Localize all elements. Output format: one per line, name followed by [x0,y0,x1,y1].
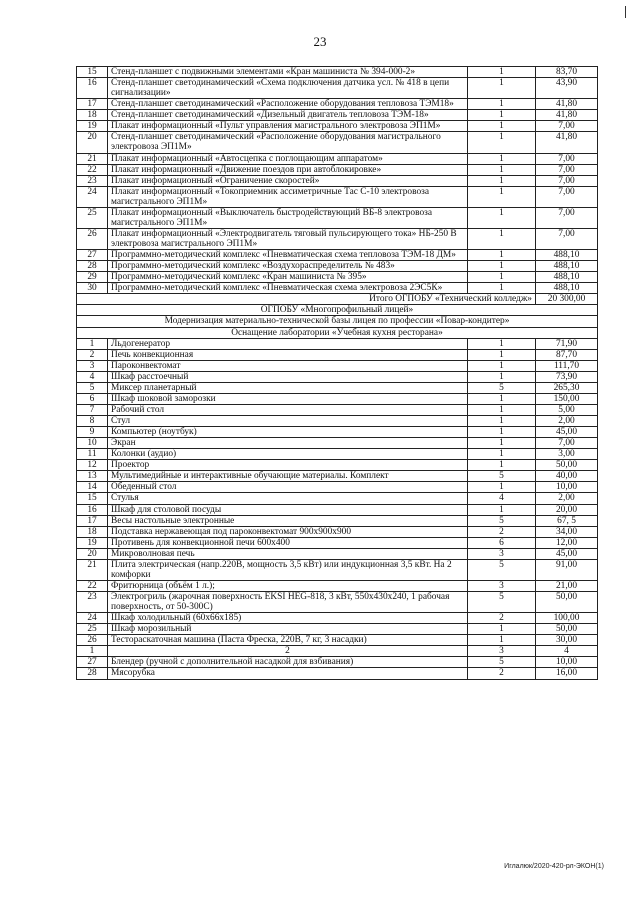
row-quantity: 1 [468,416,536,427]
row-description: Плакат информационный «Движение поездов при автоблокировке» [108,164,468,175]
row-quantity: 6 [468,537,536,548]
table-row [77,382,598,393]
row-quantity: 1 [468,283,536,294]
table-row [77,153,598,164]
row-number: 19 [77,537,108,548]
row-price: 7,00 [536,186,598,207]
row-price: 2,00 [536,416,598,427]
row-number: 18 [77,110,108,121]
row-number: 18 [77,526,108,537]
table-row [77,272,598,283]
row-number: 28 [77,668,108,679]
row-description: Весы настольные электронные [108,515,468,526]
row-price: 50,00 [536,460,598,471]
row-number: 26 [77,228,108,249]
lab-header: Оснащение лаборатории «Учебная кухня ресторана» [77,327,598,338]
row-description: Тестораскаточная машина (Паста Фреска, 220В, 7 кг, 3 насадки) [108,635,468,646]
row-number: 19 [77,121,108,132]
total-label: Итого ОГПОБУ «Технический колледж» [77,294,536,305]
row-number: 17 [77,99,108,110]
table-row [77,404,598,415]
row-description: Микроволновая печь [108,548,468,559]
table-row [77,78,598,99]
footer-code: Иглалюк/2020-420-рл-ЭКОН(1) [504,863,604,870]
row-price: 488,10 [536,261,598,272]
row-number: 21 [77,559,108,580]
row-number: 25 [77,624,108,635]
row-quantity: 1 [468,228,536,249]
row-number: 15 [77,493,108,504]
row-quantity: 1 [468,371,536,382]
table-row [77,427,598,438]
row-price: 7,00 [536,207,598,228]
table-row [77,371,598,382]
table-row [77,471,598,482]
equipment-table [76,66,598,680]
row-quantity: 1 [468,132,536,153]
table-row [77,592,598,613]
table-row [77,228,598,249]
total-value: 20 300,00 [536,294,598,305]
row-description: Подставка нержавеющая под пароконвектомат 900x900x900 [108,526,468,537]
table-row [77,537,598,548]
row-quantity: 1 [468,338,536,349]
table-row [77,393,598,404]
row-description: Программно-методический комплекс «Пневматическая схема тепловоза ТЭМ-18 ДМ» [108,250,468,261]
row-price: 7,00 [536,121,598,132]
row-quantity: 1 [468,504,536,515]
row-number: 20 [77,132,108,153]
row-description: Печь конвекционная [108,349,468,360]
row-quantity: 1 [468,349,536,360]
row-number: 12 [77,460,108,471]
row-description: Стул [108,416,468,427]
row-quantity: 3 [468,548,536,559]
row-number: 1 [77,338,108,349]
row-description: Шкаф морозильный [108,624,468,635]
row-price: 20,00 [536,504,598,515]
row-description: Фритюрница (объём 1 л.); [108,580,468,591]
org-header-row [77,305,598,316]
row-number: 29 [77,272,108,283]
table-row [77,493,598,504]
table-row [77,67,598,78]
column-index-2: 2 [108,646,468,657]
table-row [77,349,598,360]
row-number: 8 [77,416,108,427]
row-quantity: 1 [468,438,536,449]
row-description: Плита электрическая (напр.220В, мощность 3,5 кВт) или индукционная 3,5 кВт. На 2 комфорки [108,559,468,580]
row-description: Плакат информационный «Токоприемник ассиметричные Тас С-10 электровоза магистрального ЭП1М» [108,186,468,207]
page-number: 23 [313,34,327,49]
row-quantity: 1 [468,175,536,186]
table-row [77,526,598,537]
row-description: Шкаф расстоечный [108,371,468,382]
row-description: Блендер (ручной с дополнительной насадкой для взбивания) [108,657,468,668]
row-description: Программно-методический комплекс «Пневматическая схема электровоза 2ЭС5К» [108,283,468,294]
row-quantity: 1 [468,261,536,272]
row-price: 34,00 [536,526,598,537]
row-price: 21,00 [536,580,598,591]
row-price: 73,90 [536,371,598,382]
row-number: 3 [77,360,108,371]
row-price: 45,00 [536,548,598,559]
row-quantity: 2 [468,668,536,679]
row-number: 24 [77,186,108,207]
table-row [77,416,598,427]
row-quantity: 2 [468,613,536,624]
row-price: 41,80 [536,110,598,121]
row-quantity: 1 [468,78,536,99]
table-row [77,175,598,186]
table-row [77,635,598,646]
column-index-row [77,646,598,657]
table-row [77,99,598,110]
row-description: Противень для конвекционной печи 600x400 [108,537,468,548]
row-number: 17 [77,515,108,526]
row-price: 7,00 [536,153,598,164]
row-description: Экран [108,438,468,449]
total-row [77,294,598,305]
table-row [77,580,598,591]
row-description: Стенд-планшет светодинамический «Расположение оборудования тепловоза ТЭМ18» [108,99,468,110]
table-row [77,504,598,515]
row-description: Мясорубка [108,668,468,679]
row-price: 30,00 [536,635,598,646]
row-number: 7 [77,404,108,415]
row-description: Плакат информационный «Автосцепка с поглощающим аппаратом» [108,153,468,164]
row-description: Проектор [108,460,468,471]
table-row [77,548,598,559]
row-number: 22 [77,580,108,591]
row-description: Шкаф для столовой посуды [108,504,468,515]
row-quantity: 4 [468,493,536,504]
row-description: Электрогриль (жарочная поверхность EKSI HEG-818, 3 кВт, 550x430x240, 1 рабочая поверхность, от 50-300С) [108,592,468,613]
row-description: Пароконвектомат [108,360,468,371]
row-quantity: 5 [468,382,536,393]
row-description: Рабочий стол [108,404,468,415]
column-index-1: 1 [77,646,108,657]
row-number: 9 [77,427,108,438]
row-quantity: 1 [468,624,536,635]
row-number: 5 [77,382,108,393]
row-price: 488,10 [536,283,598,294]
table-row [77,110,598,121]
row-number: 25 [77,207,108,228]
row-description: Программно-методический комплекс «Воздухораспределитель № 483» [108,261,468,272]
row-quantity: 1 [468,272,536,283]
row-quantity: 5 [468,471,536,482]
modernization-header: Модернизация материально-технической базы лицея по профессии «Повар-кондитер» [77,316,598,327]
table-row [77,360,598,371]
row-quantity: 1 [468,99,536,110]
row-price: 43,90 [536,78,598,99]
row-quantity: 1 [468,153,536,164]
row-quantity: 5 [468,559,536,580]
row-number: 28 [77,261,108,272]
table-row [77,338,598,349]
row-description: Плакат информационный «Пульт управления магистрального электровоза ЭП1М» [108,121,468,132]
modernization-header-row [77,316,598,327]
row-quantity: 1 [468,250,536,261]
row-price: 41,80 [536,132,598,153]
row-price: 91,00 [536,559,598,580]
table-row [77,624,598,635]
table-row [77,132,598,153]
row-quantity: 1 [468,360,536,371]
table-row [77,668,598,679]
row-quantity: 1 [468,186,536,207]
row-price: 7,00 [536,175,598,186]
row-price: 71,90 [536,338,598,349]
row-quantity: 1 [468,460,536,471]
row-number: 22 [77,164,108,175]
row-number: 23 [77,592,108,613]
table-row [77,438,598,449]
row-price: 10,00 [536,657,598,668]
row-quantity: 1 [468,404,536,415]
table-row [77,186,598,207]
row-quantity: 1 [468,635,536,646]
row-quantity: 5 [468,657,536,668]
row-number: 11 [77,449,108,460]
table-row [77,515,598,526]
row-price: 45,00 [536,427,598,438]
row-description: Плакат информационный «Ограничение скоростей» [108,175,468,186]
row-description: Стулья [108,493,468,504]
row-quantity: 2 [468,526,536,537]
row-number: 26 [77,635,108,646]
row-number: 24 [77,613,108,624]
row-quantity: 1 [468,449,536,460]
row-number: 10 [77,438,108,449]
row-price: 488,10 [536,250,598,261]
row-number: 20 [77,548,108,559]
row-quantity: 5 [468,592,536,613]
row-quantity: 1 [468,164,536,175]
row-price: 265,30 [536,382,598,393]
row-price: 3,00 [536,449,598,460]
row-number: 15 [77,67,108,78]
row-number: 2 [77,349,108,360]
table-row [77,250,598,261]
row-price: 16,00 [536,668,598,679]
table-row [77,559,598,580]
row-description: Мультимедийные и интерактивные обучающие материалы. Комплект [108,471,468,482]
row-number: 13 [77,471,108,482]
row-description: Льдогенератор [108,338,468,349]
table-row [77,657,598,668]
row-description: Плакат информационный «Выключатель быстродействующий ВБ-8 электровоза магистрального ЭП1М» [108,207,468,228]
row-number: 16 [77,78,108,99]
row-number: 27 [77,657,108,668]
row-quantity: 1 [468,393,536,404]
row-quantity: 5 [468,515,536,526]
row-number: 21 [77,153,108,164]
table-section-lyceum-continued [77,657,598,679]
row-price: 50,00 [536,592,598,613]
column-index-3: 3 [468,646,536,657]
table-row [77,207,598,228]
row-price: 100,00 [536,613,598,624]
row-description: Стенд-планшет светодинамический «Дизельный двигатель тепловоза ТЭМ-18» [108,110,468,121]
table-section-lyceum [77,338,598,646]
row-description: Программно-методический комплекс «Кран машиниста № 395» [108,272,468,283]
row-price: 5,00 [536,404,598,415]
row-price: 111,70 [536,360,598,371]
org-header: ОГПОБУ «Многопрофильный лицей» [77,305,598,316]
row-quantity: 1 [468,67,536,78]
row-quantity: 1 [468,482,536,493]
row-description: Компьютер (ноутбук) [108,427,468,438]
lab-header-row [77,327,598,338]
row-price: 67, 5 [536,515,598,526]
row-description: Обеденный стол [108,482,468,493]
row-price: 10,00 [536,482,598,493]
row-number: 30 [77,283,108,294]
row-price: 7,00 [536,438,598,449]
row-price: 12,00 [536,537,598,548]
row-number: 16 [77,504,108,515]
row-description: Шкаф шоковой заморозки [108,393,468,404]
row-description: Миксер планетарный [108,382,468,393]
row-description: Стенд-планшет светодинамический «Схема подключения датчика усл. № 418 в цепи сигнализации» [108,78,468,99]
row-price: 488,10 [536,272,598,283]
row-number: 6 [77,393,108,404]
table-row [77,121,598,132]
row-quantity: 1 [468,207,536,228]
row-number: 23 [77,175,108,186]
row-quantity: 1 [468,121,536,132]
row-price: 83,70 [536,67,598,78]
row-price: 40,00 [536,471,598,482]
row-price: 2,00 [536,493,598,504]
row-number: 4 [77,371,108,382]
row-description: Шкаф холодильный (60x66x185) [108,613,468,624]
row-price: 150,00 [536,393,598,404]
row-description: Стенд-планшет с подвижными элементами «Кран машиниста № 394-000-2» [108,67,468,78]
row-description: Стенд-планшет светодинамический «Расположение оборудования магистрального электровоза ЭП1М» [108,132,468,153]
row-number: 14 [77,482,108,493]
row-quantity: 3 [468,580,536,591]
table-row [77,460,598,471]
row-price: 87,70 [536,349,598,360]
row-price: 7,00 [536,164,598,175]
edge-mark [625,6,626,18]
row-quantity: 1 [468,427,536,438]
row-price: 41,80 [536,99,598,110]
table-row [77,283,598,294]
row-description: Плакат информационный «Электродвигатель тяговый пульсирующего тока» НБ-250 В электровоза магистрального ЭП1М» [108,228,468,249]
table-row [77,164,598,175]
table-row [77,482,598,493]
column-index-4: 4 [536,646,598,657]
table-row [77,261,598,272]
row-price: 7,00 [536,228,598,249]
table-section-college [77,67,598,294]
table-row [77,613,598,624]
row-price: 50,00 [536,624,598,635]
row-number: 27 [77,250,108,261]
row-description: Колонки (аудио) [108,449,468,460]
table-row [77,449,598,460]
row-quantity: 1 [468,110,536,121]
